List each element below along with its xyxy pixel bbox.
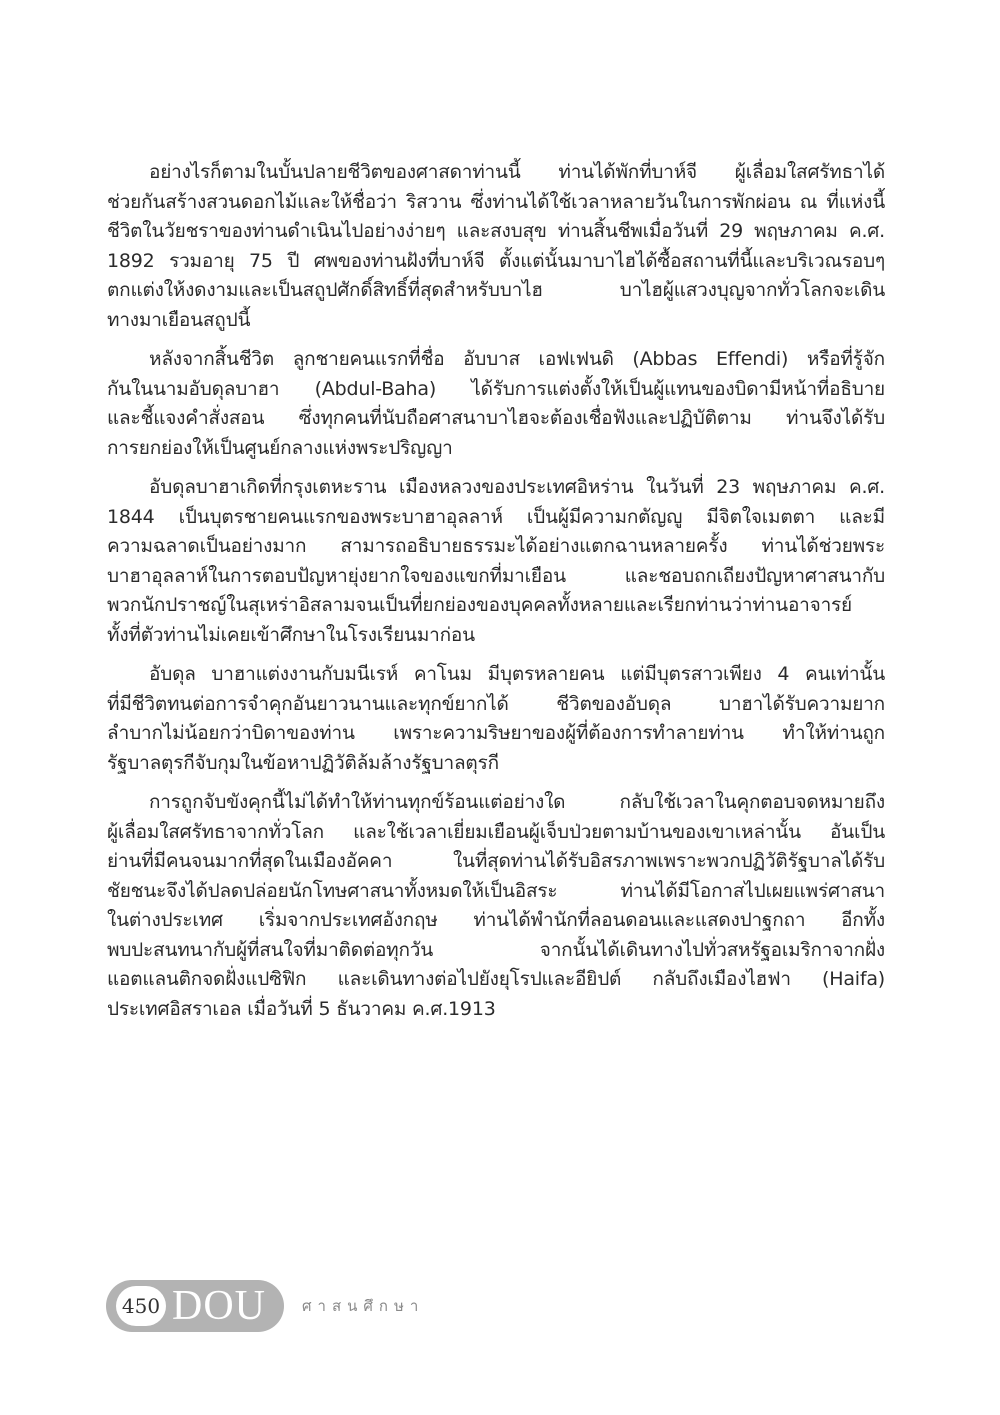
text-line: ย่านที่มีคนจนมากที่สุดในเมืองอัคคา ในที่สุดท่านได้รับอิสรภาพเพราะพวกปฏิวัติรัฐบาลได้รับ [107,850,885,872]
text-line: กันในนามอับดุลบาฮา (Abdul-Baha) ได้รับการแต่งตั้งให้เป็นผู้แทนของบิดามีหน้าที่อธิบาย [107,377,885,400]
text-line: ผู้เลื่อมใสศรัทธาจากทั่วโลก และใช้เวลาเยี่ยมเยือนผู้เจ็บป่วยตามบ้านของเขาเหล่านั้น อันเป็น [107,820,885,843]
text-line: ชีวิตในวัยชราของท่านดำเนินไปอย่างง่ายๆ และสงบสุข ท่านสิ้นชีพเมื่อวันที่ 29 พฤษภาคม ค.ศ. [107,220,885,242]
text-line: พบปะสนทนากับผู้ที่สนใจที่มาติดต่อทุกวัน จากนั้นได้เดินทางไปทั่วสหรัฐอเมริกาจากฝั่ง [107,938,885,961]
paragraph-3 [107,473,885,650]
paragraph-2 [107,345,885,463]
text-line: 1892 รวมอายุ 75 ปี ศพของท่านฝังที่บาห์จี ตั้งแต่นั้นมาบาไฮได้ซื้อสถานที่นี้และบริเวณรอบๆ [107,249,885,272]
text-line: ประเทศอิสราเอล เมื่อวันที่ 5 ธันวาคม ค.ศ.1913 [107,997,496,1020]
subject-title: ศาสนศึกษา [302,1297,425,1315]
text-line: บาฮาอุลลาห์ในการตอบปัญหายุ่งยากใจของแขกที่มาเยือน และชอบถกเถียงปัญหาศาสนากับ [107,564,885,587]
document-body [107,158,885,1034]
text-line: ชัยชนะจึงได้ปลดปล่อยนักโทษศาสนาทั้งหมดให้เป็นอิสระ ท่านได้มีโอกาสไปเผยแพร่ศาสนา [107,879,885,902]
text-line: อย่างไรก็ตามในบั้นปลายชีวิตของศาสดาท่านนี้ ท่านได้พักที่บาห์จี ผู้เลื่อมใสศรัทธาได้ [149,161,885,183]
text-line: การถูกจับขังคุกนี้ไม่ได้ทำให้ท่านทุกข์ร้อนแต่อย่างใด กลับใช้เวลาในคุกตอบจดหมายถึง [149,791,885,813]
paragraph-5 [107,788,885,1024]
text-line: ตกแต่งให้งดงามและเป็นสถูปศักดิ์สิทธิ์ที่สุดสำหรับบาไฮ บาไฮผู้แสวงบุญจากทั่วโลกจะเดิน [107,279,885,301]
text-line: ในต่างประเทศ เริ่มจากประเทศอังกฤษ ท่านได้พำนักที่ลอนดอนและแสดงปาฐกถา อีกทั้ง [107,909,885,931]
text-line: พวกนักปราชญ์ในสุเหร่าอิสลามจนเป็นที่ยกย่องของบุคคลทั้งหลายและเรียกท่านว่าท่านอาจารย์ [107,594,852,616]
footer-badge [106,1280,284,1332]
brand-logo: DOU [172,1283,266,1329]
text-line: และชี้แจงคำสั่งสอน ซึ่งทุกคนที่นับถือศาสนาบาไฮจะต้องเชื่อฟังและปฏิบัติตาม ท่านจึงได้รับ [107,407,885,429]
text-line: แอตแลนติกจดฝั่งแปซิฟิก และเดินทางต่อไปยังยุโรปและอียิปต์ กลับถึงเมืองไฮฟา (Haifa) [107,968,885,990]
text-line: ลำบากไม่น้อยกว่าบิดาของท่าน เพราะความริษยาของผู้ที่ต้องการทำลายท่าน ทำให้ท่านถูก [107,722,885,744]
text-line: ทางมาเยือนสถูปนี้ [107,308,251,331]
page-number: 450 [116,1286,166,1326]
text-line: ทั้งที่ตัวท่านไม่เคยเข้าศึกษาในโรงเรียนมาก่อน [107,623,475,646]
paragraph-1 [107,158,885,335]
text-line: ความฉลาดเป็นอย่างมาก สามารถอธิบายธรรมะได้อย่างแตกฉานหลายครั้ง ท่านได้ช่วยพระ [107,535,885,557]
text-line: รัฐบาลตุรกีจับกุมในข้อหาปฏิวัติล้มล้างรัฐบาลตุรกี [107,751,499,774]
text-line: ช่วยกันสร้างสวนดอกไม้และให้ชื่อว่า ริสวาน ซึ่งท่านได้ใช้เวลาหลายวันในการพักผ่อน ณ ที่แห่งนี้ [107,190,885,213]
page-footer [106,1280,424,1332]
paragraph-4 [107,660,885,778]
text-line: ที่มีชีวิตทนต่อการจำคุกอันยาวนานและทุกข์ยากได้ ชีวิตของอับดุล บาฮาได้รับความยาก [107,692,885,715]
text-line: การยกย่องให้เป็นศูนย์กลางแห่งพระปริญญา [107,436,453,459]
text-line: อับดุลบาฮาเกิดที่กรุงเตหะราน เมืองหลวงของประเทศอิหร่าน ในวันที่ 23 พฤษภาคม ค.ศ. [149,476,885,498]
text-line: หลังจากสิ้นชีวิต ลูกชายคนแรกที่ชื่อ อับบาส เอฟเฟนดิ (Abbas Effendi) หรือที่รู้จัก [149,348,885,370]
text-line: อับดุล บาฮาแต่งงานกับมนีเรห์ คาโนม มีบุตรหลายคน แต่มีบุตรสาวเพียง 4 คนเท่านั้น [149,663,885,685]
text-line: 1844 เป็นบุตรชายคนแรกของพระบาฮาอุลลาห์ เป็นผู้มีความกตัญญู มีจิตใจเมตตา และมี [107,505,885,528]
